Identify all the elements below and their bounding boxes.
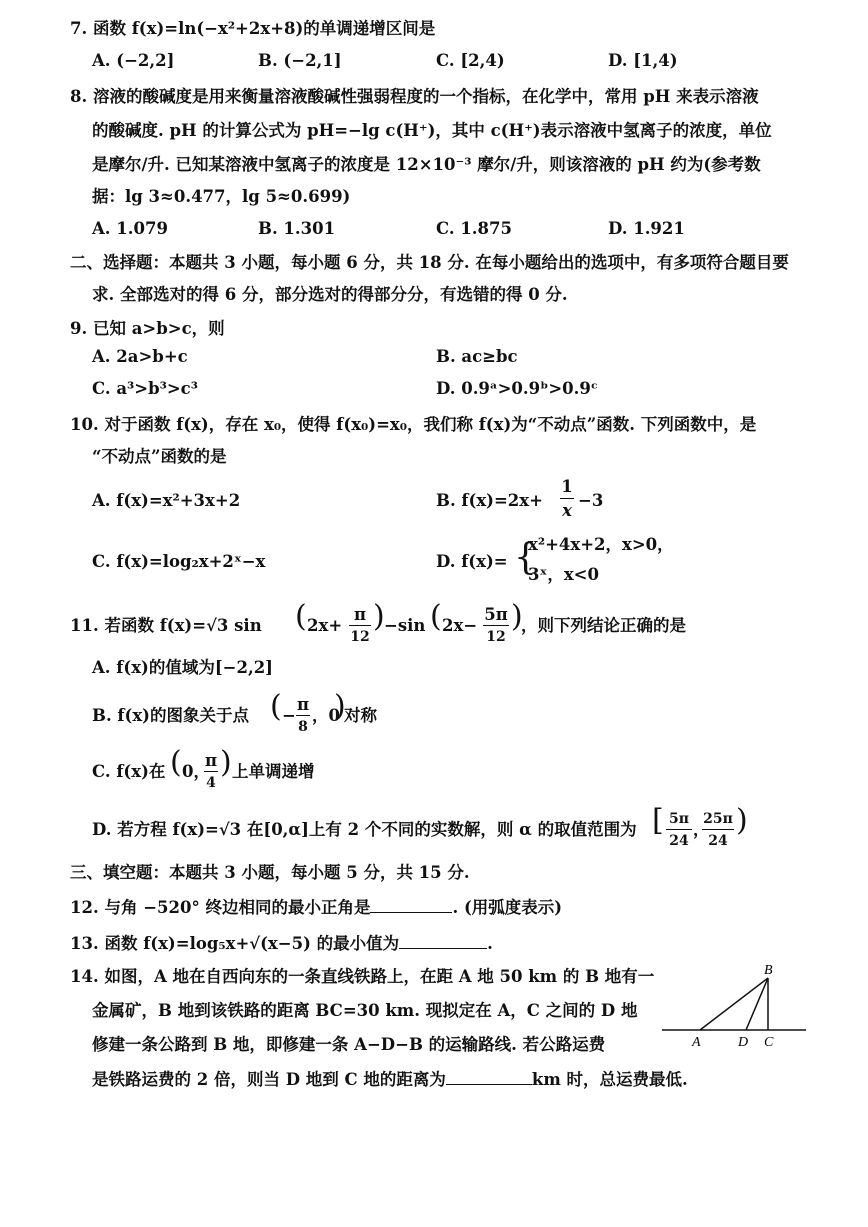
q11-option-d-paren-close: ) (736, 803, 748, 838)
q11-option-c-paren-close: ) (220, 745, 232, 780)
q14-line-4 (92, 1066, 688, 1091)
q11-paren-close-2: ) (511, 599, 523, 634)
q11-option-d-prefix: D. 若方程 f(x)=√3 在[0,α]上有 2 个不同的实数解，则 α 的取值范围为 (92, 820, 637, 839)
q11-option-b-tail: ，0 (312, 706, 340, 725)
q9-option-d: D. 0.9ᵃ>0.9ᵇ>0.9ᶜ (436, 379, 598, 398)
q11-option-d-comma: ， (693, 820, 710, 839)
q14-line-3: 修建一条公路到 B 地，即修建一条 A−D−B 的运输路线. 若公路运费 (92, 1035, 606, 1054)
q10-option-b-suffix: −3 (578, 491, 604, 510)
q10-option-d-case-1: x²+4x+2，x>0， (528, 535, 674, 554)
q7-option-a: A. (−2,2] (92, 51, 175, 70)
q11-option-c-prefix: C. f(x)在 (92, 762, 166, 781)
q11-stem-suffix: ，则下列结论正确的是 (521, 616, 686, 635)
q11-option-b-prefix: B. f(x)的图象关于点 (92, 706, 249, 725)
q11-paren-open-2: ( (430, 599, 442, 634)
q10-line-2: “不动点”函数的是 (92, 447, 227, 466)
q7-option-d: D. [1,4) (608, 51, 678, 70)
q8-option-a: A. 1.079 (92, 219, 168, 238)
q10-option-d-case-2: 3ˣ，x<0 (528, 565, 599, 584)
q11-option-c-den: 4 (206, 775, 216, 791)
q12-answer-blank[interactable] (370, 894, 452, 913)
q14-line-2: 金属矿，B 地到该铁路的距离 BC=30 km. 现拟定在 A，C 之间的 D 地 (92, 1001, 638, 1020)
q11-option-b-pi: π (296, 695, 310, 714)
q11-option-d-five-pi: 5π (669, 811, 689, 827)
q10-option-b-numerator: 1 (561, 477, 573, 496)
q8-line-2: 的酸碱度. pH 的计算公式为 pH=−lg c(H⁺)，其中 c(H⁺)表示溶液中氢离子的浓度，单位 (92, 121, 772, 140)
q9-option-c: C. a³>b³>c³ (92, 379, 198, 398)
q8-line-3: 是摩尔/升. 已知某溶液中氢离子的浓度是 12×10⁻³ 摩尔/升，则该溶液的 pH 约为(参考数 (92, 155, 761, 174)
section-2-line-2: 求. 全部选对的得 6 分，部分选对的得部分分，有选错的得 0 分. (92, 285, 568, 304)
q10-option-c: C. f(x)=log₂x+2ˣ−x (92, 552, 266, 571)
q11-option-d-den-1: 24 (669, 833, 689, 849)
q11-paren-close-1: ) (373, 599, 385, 634)
q14-answer-blank[interactable] (446, 1066, 532, 1085)
q11-arg-2: 2x− (442, 616, 478, 635)
q11-stem-minus-sin: −sin (384, 616, 426, 635)
q11-den-2: 12 (486, 629, 506, 645)
q8-line-1: 8. 溶液的酸碱度是用来衡量溶液酸碱性强弱程度的一个指标，在化学中，常用 pH 来表示溶液 (70, 87, 759, 106)
q11-paren-open-1: ( (295, 599, 307, 634)
q11-option-d-twentyfive-pi: 25π (703, 811, 733, 827)
q14-figure (660, 960, 810, 1050)
q11-option-d-bracket-open: [ (652, 803, 664, 838)
q11-pi-1: π (353, 605, 367, 624)
q11-option-c-pi: π (204, 751, 218, 770)
q11-option-b-den: 8 (298, 719, 308, 735)
q8-line-4: 据：lg 3≈0.477，lg 5≈0.699) (92, 187, 351, 206)
q10-option-a: A. f(x)=x²+3x+2 (92, 491, 241, 510)
q13-suffix: . (487, 934, 493, 953)
q11-option-c-suffix: 上单调递增 (232, 762, 315, 781)
q11-stem-prefix: 11. 若函数 f(x)=√3 sin (70, 616, 262, 635)
section-2-line-1: 二、选择题：本题共 3 小题，每小题 6 分，共 18 分. 在每小题给出的选项中，有多项符合题目要 (70, 253, 789, 272)
q13 (70, 930, 493, 955)
label-b: B (764, 963, 773, 978)
q10-option-b-denominator: x (562, 501, 572, 520)
q11-option-c-zero: 0， (182, 762, 210, 781)
q14-line-4-prefix: 是铁路运费的 2 倍，则当 D 地到 C 地的距离为 (92, 1070, 446, 1089)
q11-option-b-minus: − (282, 706, 296, 725)
q10-option-d-brace: { (514, 537, 537, 578)
q9-stem: 9. 已知 a>b>c，则 (70, 319, 225, 338)
q10-option-b-prefix: B. f(x)=2x+ (436, 491, 543, 510)
q8-option-b: B. 1.301 (258, 219, 336, 238)
q11-option-c-paren-open: ( (170, 745, 182, 780)
q7-option-b: B. (−2,1] (258, 51, 342, 70)
label-c: C (764, 1035, 774, 1050)
q8-option-d: D. 1.921 (608, 219, 685, 238)
q8-option-c: C. 1.875 (436, 219, 512, 238)
q12 (70, 894, 562, 919)
q11-option-b-paren-open: ( (270, 689, 282, 724)
q10-option-b-fraction-bar (560, 498, 574, 499)
q13-answer-blank[interactable] (399, 930, 487, 949)
q14-line-4-suffix: km 时，总运费最低. (531, 1070, 688, 1089)
q12-prefix: 12. 与角 −520° 终边相同的最小正角是 (70, 898, 371, 917)
q11-den-1: 12 (350, 629, 370, 645)
q11-option-d-den-2: 24 (708, 833, 728, 849)
q7-option-c: C. [2,4) (436, 51, 505, 70)
q11-option-b-suffix: 对称 (344, 706, 377, 725)
q7-stem: 7. 函数 f(x)=ln(−x²+2x+8)的单调递增区间是 (70, 19, 436, 38)
q13-prefix: 13. 函数 f(x)=log₅x+√(x−5) 的最小值为 (70, 934, 400, 953)
q9-option-b: B. ac≥bc (436, 347, 518, 366)
label-d: D (738, 1035, 749, 1050)
q12-suffix: . (用弧度表示) (452, 898, 563, 917)
q11-five-pi: 5π (484, 605, 508, 624)
q11-option-b-paren-close: ) (334, 689, 346, 724)
q11-arg-1: 2x+ (307, 616, 343, 635)
section-3-heading: 三、填空题：本题共 3 小题，每小题 5 分，共 15 分. (70, 863, 470, 882)
label-a: A (692, 1035, 701, 1050)
q10-option-d-prefix: D. f(x)= (436, 552, 508, 571)
q11-option-a: A. f(x)的值域为[−2,2] (92, 658, 273, 677)
q10-line-1: 10. 对于函数 f(x)，存在 x₀，使得 f(x₀)=x₀，我们称 f(x)为“不动点”函数. 下列函数中，是 (70, 415, 757, 434)
q14-line-1: 14. 如图，A 地在自西向东的一条直线铁路上，在距 A 地 50 km 的 B 地有一 (70, 967, 655, 986)
q9-option-a: A. 2a>b+c (92, 347, 188, 366)
